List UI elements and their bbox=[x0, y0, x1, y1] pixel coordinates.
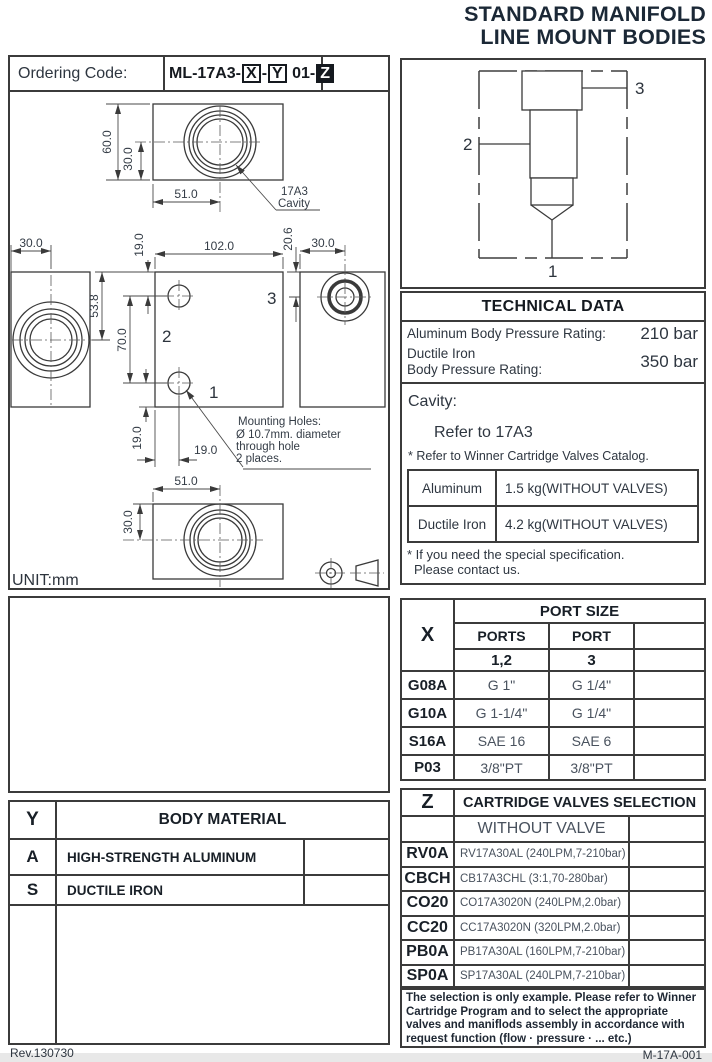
port-size-sub-3: 3 bbox=[550, 650, 635, 672]
technical-data-header: TECHNICAL DATA bbox=[402, 293, 704, 322]
pressure-value-ductile: 350 bar bbox=[640, 352, 698, 371]
weight-material-ductile: Ductile Iron bbox=[409, 507, 497, 541]
ordering-code-x: X bbox=[242, 64, 261, 83]
cartridge-spare bbox=[630, 941, 704, 966]
port-size-spare bbox=[635, 728, 704, 756]
empty-panel bbox=[8, 596, 390, 793]
schematic-port-3: 3 bbox=[635, 79, 645, 98]
port-size-sub-12: 1,2 bbox=[455, 650, 550, 672]
cartridge-code: SP0A bbox=[402, 966, 455, 987]
cavity-value: Refer to 17A3 bbox=[434, 424, 533, 441]
body-material-header: BODY MATERIAL bbox=[57, 802, 388, 840]
port-size-header: PORT SIZE bbox=[455, 600, 704, 624]
dim-hole-offset: 19.0 bbox=[194, 443, 218, 457]
third-angle-projection-icon bbox=[315, 558, 384, 588]
port-size-col-port: PORT bbox=[550, 624, 635, 650]
pressure-label-ductile-line1: Ductile Iron bbox=[407, 346, 476, 361]
port-size-spare bbox=[635, 672, 704, 700]
body-material-tail-left bbox=[10, 906, 57, 1043]
dim-hole-top: 19.0 bbox=[132, 233, 146, 257]
cavity-label: Cavity: bbox=[408, 393, 457, 410]
cartridge-desc: RV17A30AL (240LPM,7-210bar) bbox=[455, 843, 630, 868]
dim-top-width: 51.0 bbox=[174, 187, 198, 201]
port-size-col-ports: PORTS bbox=[455, 624, 550, 650]
port-size-col-spare bbox=[635, 624, 704, 650]
title-line-1: STANDARD MANIFOLD bbox=[464, 2, 706, 26]
schematic-port-2: 2 bbox=[463, 135, 473, 154]
contact-note-line2: Please contact us. bbox=[414, 562, 521, 577]
cartridge-corner-z: Z bbox=[402, 790, 455, 817]
ordering-code-sep: - bbox=[261, 64, 268, 82]
port-size-sub-spare bbox=[635, 650, 704, 672]
cartridge-sub-spare-left bbox=[402, 817, 455, 843]
cartridge-desc: CO17A3020N (240LPM,2.0bar) bbox=[455, 892, 630, 917]
mounting-note-line4: 2 places. bbox=[236, 453, 283, 465]
schematic-panel bbox=[400, 58, 706, 289]
cartridge-code: PB0A bbox=[402, 941, 455, 966]
port-label-2: 2 bbox=[162, 327, 172, 346]
title-line-2: LINE MOUNT BODIES bbox=[480, 25, 706, 49]
dim-side-port-depth: 53.8 bbox=[87, 294, 101, 318]
port-size-ports12: G 1-1/4" bbox=[455, 700, 550, 728]
body-material-name-ductile: DUCTILE IRON bbox=[57, 876, 305, 906]
port-size-port3: SAE 6 bbox=[550, 728, 635, 756]
pressure-value-aluminum: 210 bar bbox=[640, 324, 698, 343]
pressure-label-ductile bbox=[407, 346, 542, 378]
cartridge-desc: PB17A30AL (160LPM,7-210bar) bbox=[455, 941, 630, 966]
weight-row-aluminum bbox=[409, 471, 697, 505]
contact-note bbox=[407, 547, 704, 577]
cartridge-spare bbox=[630, 843, 704, 868]
dim-port3-depth: 20.6 bbox=[281, 227, 295, 251]
cartridge-spare bbox=[630, 966, 704, 987]
dim-side-right-center: 30.0 bbox=[311, 236, 335, 250]
manifold-dimension-drawing bbox=[10, 92, 388, 590]
port-size-ports12: G 1" bbox=[455, 672, 550, 700]
cartridge-code: RV0A bbox=[402, 843, 455, 868]
cartridge-header: CARTRIDGE VALVES SELECTION bbox=[455, 790, 704, 817]
ordering-code-prefix: ML-17A3- bbox=[169, 64, 242, 82]
weight-table bbox=[407, 469, 699, 543]
ordering-code-row bbox=[10, 57, 388, 92]
port-size-table bbox=[400, 598, 706, 781]
top-view bbox=[100, 104, 320, 214]
port-size-code: P03 bbox=[402, 756, 455, 779]
body-material-tail-right bbox=[57, 906, 388, 1043]
front-and-side-views bbox=[11, 227, 385, 469]
port-size-code: S16A bbox=[402, 728, 455, 756]
contact-note-line1: * If you need the special specification. bbox=[407, 547, 625, 562]
weight-material-aluminum: Aluminum bbox=[409, 471, 497, 505]
mounting-note-line2: Ø 10.7mm. diameter bbox=[236, 429, 341, 441]
cartridge-spare bbox=[630, 868, 704, 893]
cavity-note: * Refer to Winner Cartridge Valves Catalog. bbox=[408, 449, 649, 463]
port-size-spare bbox=[635, 700, 704, 728]
dim-bottom-center: 30.0 bbox=[121, 510, 135, 534]
cartridge-spare bbox=[630, 917, 704, 942]
body-material-table bbox=[8, 800, 390, 1045]
cartridge-selection-table bbox=[400, 788, 706, 988]
dim-top-height: 60.0 bbox=[100, 130, 114, 154]
ordering-code-y: Y bbox=[268, 64, 287, 83]
body-material-spare bbox=[305, 840, 388, 876]
port-size-port3: 3/8"PT bbox=[550, 756, 635, 779]
dim-bottom-width: 51.0 bbox=[174, 474, 198, 488]
pressure-label-ductile-line2: Body Pressure Rating: bbox=[407, 362, 543, 377]
mounting-note-line3: through hole bbox=[236, 441, 300, 453]
dim-side-left-center: 30.0 bbox=[19, 236, 43, 250]
ordering-code-spare-cell bbox=[323, 57, 388, 90]
technical-data-panel bbox=[400, 291, 706, 585]
port-size-corner-x: X bbox=[402, 600, 455, 672]
dim-hole-span: 70.0 bbox=[115, 328, 129, 352]
cartridge-code: CBCH bbox=[402, 868, 455, 893]
port-size-spare bbox=[635, 756, 704, 779]
cartridge-sub-spare-right bbox=[630, 817, 704, 843]
page-title bbox=[464, 3, 706, 49]
cartridge-desc: CB17A3CHL (3:1,70-280bar) bbox=[455, 868, 630, 893]
ordering-code-value bbox=[165, 57, 331, 90]
cartridge-code: CO20 bbox=[402, 892, 455, 917]
bottom-view bbox=[121, 474, 283, 587]
cavity-callout-line1: 17A3 bbox=[281, 186, 308, 198]
pressure-label-aluminum: Aluminum Body Pressure Rating: bbox=[407, 326, 606, 341]
selection-note: The selection is only example. Please refer to Winner Cartridge Program and to select the appropriate valves and maniflods assembly in accordance with request function (flow · pressure · ... etc.) bbox=[400, 988, 706, 1048]
divider bbox=[402, 382, 704, 384]
ordering-code-z: Z bbox=[316, 64, 334, 83]
document-number: M-17A-001 bbox=[642, 1048, 702, 1062]
cartridge-desc: CC17A3020N (320LPM,2.0bar) bbox=[455, 917, 630, 942]
port-label-3: 3 bbox=[267, 289, 277, 308]
weight-value-ductile: 4.2 kg(WITHOUT VALVES) bbox=[505, 516, 668, 532]
port-label-1: 1 bbox=[209, 383, 219, 402]
body-material-code-s: S bbox=[10, 876, 57, 906]
cartridge-subheader: WITHOUT VALVE bbox=[455, 817, 630, 843]
body-material-name-aluminum: HIGH-STRENGTH ALUMINUM bbox=[57, 840, 305, 876]
unit-label: UNIT:mm bbox=[12, 572, 79, 589]
body-material-spare bbox=[305, 876, 388, 906]
port-size-ports12: 3/8"PT bbox=[455, 756, 550, 779]
ordering-code-mid: 01- bbox=[287, 64, 316, 82]
port-size-code: G08A bbox=[402, 672, 455, 700]
body-material-corner-y: Y bbox=[10, 802, 57, 840]
port-size-ports12: SAE 16 bbox=[455, 728, 550, 756]
pressure-row-ductile bbox=[402, 344, 704, 378]
cartridge-code: CC20 bbox=[402, 917, 455, 942]
revision-label: Rev.130730 bbox=[10, 1046, 74, 1060]
port-size-code: G10A bbox=[402, 700, 455, 728]
ordering-code-label: Ordering Code: bbox=[10, 57, 165, 90]
pressure-row-aluminum bbox=[402, 322, 704, 344]
dim-hole-bottom: 19.0 bbox=[130, 426, 144, 450]
port-size-port3: G 1/4" bbox=[550, 700, 635, 728]
dim-body-width: 102.0 bbox=[203, 239, 235, 253]
port-size-port3: G 1/4" bbox=[550, 672, 635, 700]
drawing-panel bbox=[8, 55, 390, 590]
cavity-callout-line2: Cavity bbox=[278, 198, 310, 210]
dim-top-center: 30.0 bbox=[121, 147, 135, 171]
cartridge-valve-schematic bbox=[402, 60, 704, 287]
schematic-port-1: 1 bbox=[548, 262, 558, 281]
weight-row-ductile bbox=[409, 505, 697, 541]
cartridge-desc: SP17A30AL (240LPM,7-210bar) bbox=[455, 966, 630, 987]
cartridge-spare bbox=[630, 892, 704, 917]
weight-value-aluminum: 1.5 kg(WITHOUT VALVES) bbox=[505, 480, 668, 496]
body-material-code-a: A bbox=[10, 840, 57, 876]
mounting-note-line1: Mounting Holes: bbox=[238, 416, 322, 428]
